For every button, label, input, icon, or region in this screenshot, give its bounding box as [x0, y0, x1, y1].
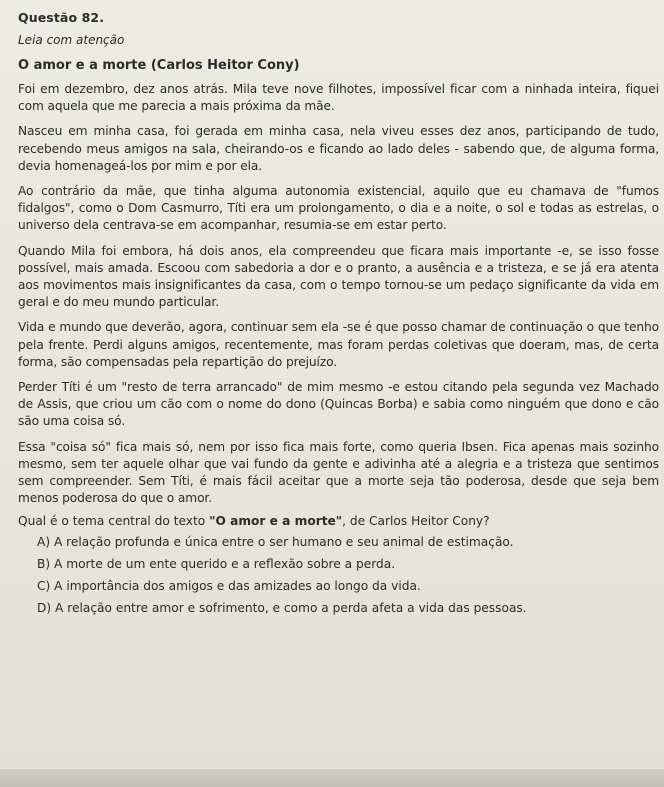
text-title: O amor e a morte (Carlos Heitor Cony)	[18, 58, 300, 73]
question-number: Questão 82.	[18, 10, 105, 25]
paragraph-1: Foi em dezembro, dez anos atrás. Mila teve nove filhotes, impossível ficar com a ninhada inteira, fiquei com aquela que me parecia a mais próxima da mãe.	[18, 82, 659, 114]
paragraph-2: Nasceu em minha casa, foi gerada em minha casa, nela viveu esses dez anos, participando de tudo, recebendo meus amigos na sala, cheirando-os e ficando ao lado deles - sabendo que, de alguma forma, devia homenageá-los por mim e por ela.	[18, 124, 659, 173]
question-content	[15, 8, 659, 622]
paragraph-6: Perder Títi é um "resto de terra arrancado" de mim mesmo -e estou citando pela segunda vez Machado de Assis, que criou um cão com o nome do dono (Quincas Borba) e sabia como ninguém que dono e cão são uma coisa só.	[18, 380, 659, 429]
question-title-highlight: "O amor e a morte"	[209, 514, 343, 529]
question-prompt	[18, 513, 659, 530]
answer-options	[37, 534, 659, 617]
option-d[interactable]: D) A relação entre amor e sofrimento, e como a perda afeta a vida das pessoas.	[37, 601, 527, 616]
paragraph-3: Ao contrário da mãe, que tinha alguma autonomia existencial, aquilo que eu chamava de "fumos fidalgos", como o Dom Casmurro, Títi era um prolongamento, o dia e a noite, o sol e todas as estrelas, o universo dela centrava-se em acompanhar, resumia-se em estar perto.	[18, 184, 659, 233]
question-prefix: Qual é o tema central do texto	[18, 514, 210, 529]
paragraph-5: Vida e mundo que deverão, agora, continuar sem ela -se é que posso chamar de continuação o que tenho pela frente. Perdi alguns amigos, recentemente, mas foram perdas coletivas que doeram, mas, de certa forma, são compensadas pela repartição do prejuízo.	[18, 320, 659, 369]
option-c[interactable]: C) A importância dos amigos e das amizades ao longo da vida.	[37, 579, 421, 594]
paragraph-7: Essa "coisa só" fica mais só, nem por isso fica mais forte, como queria Ibsen. Fica apenas mais sozinho mesmo, sem ter aquele olhar que vai fundo da gente e adivinha até a alegria e a tristeza que sentimos sem compreender. Sem Títi, é mais fácil aceitar que a morte seja tão poderosa, desde que seja bem menos poderosa do que o amor.	[18, 439, 659, 506]
option-b[interactable]: B) A morte de um ente querido e a reflexão sobre a perda.	[37, 557, 396, 572]
reading-instruction: Leia com atenção	[18, 33, 125, 47]
question-suffix: , de Carlos Heitor Cony?	[342, 514, 490, 529]
page-bottom-edge	[0, 769, 664, 787]
option-a[interactable]: A) A relação profunda e única entre o ser humano e seu animal de estimação.	[37, 535, 514, 550]
paragraph-4: Quando Mila foi embora, há dois anos, ela compreendeu que ficara mais importante -e, se isso fosse possível, mais amada. Escoou com sabedoria a dor e o pranto, a ausência e a tristeza, e se já era atenta aos movimentos mais insignificantes da casa, com o tempo tornou-se um pedaço significante da vida em geral e do meu mundo particular.	[18, 243, 659, 310]
